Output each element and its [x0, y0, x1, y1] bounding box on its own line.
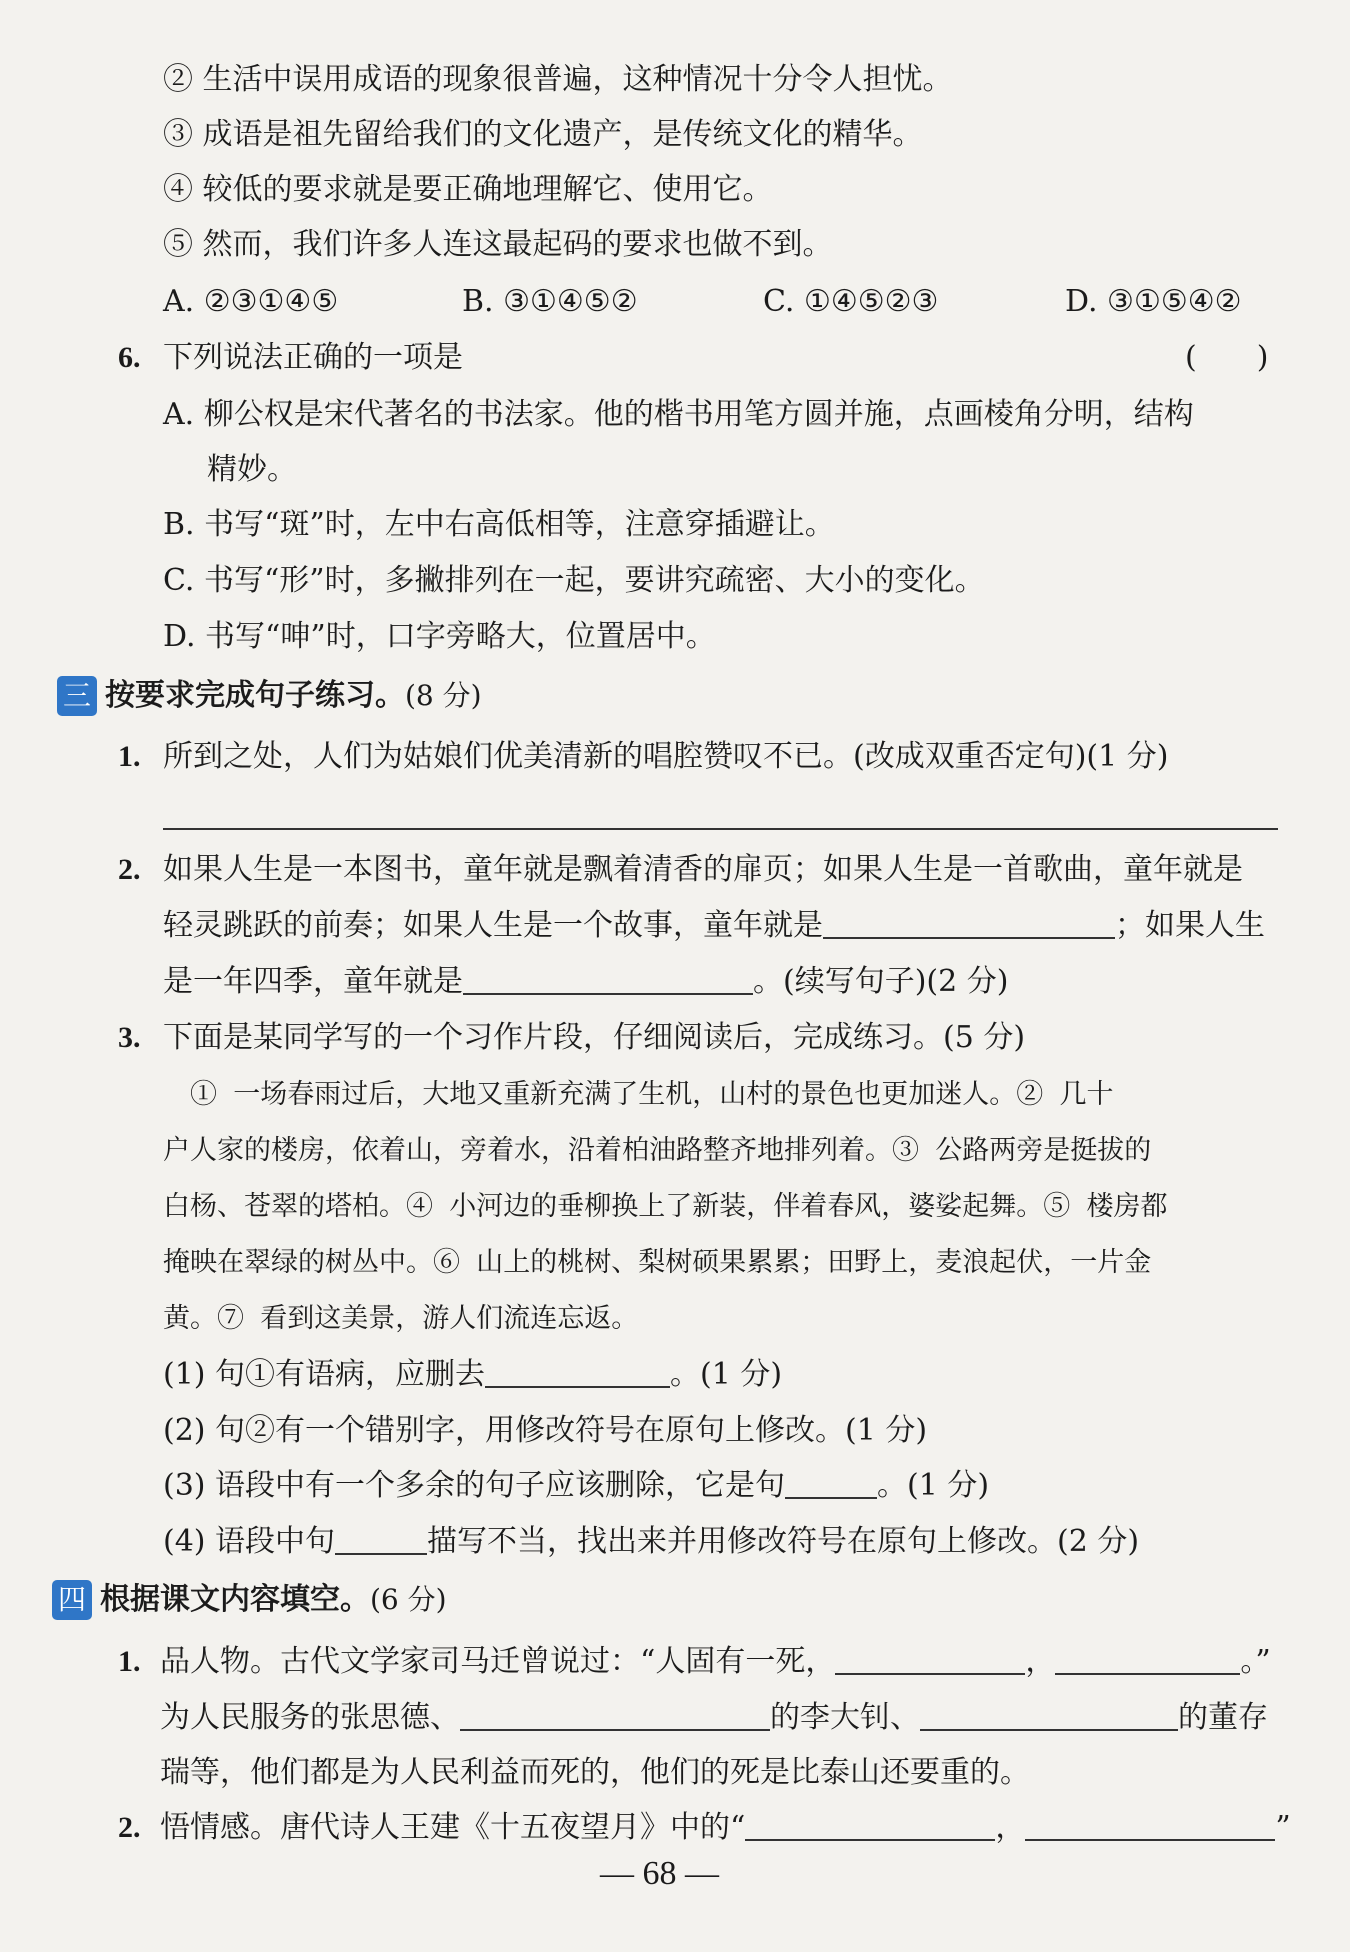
- section-4-score: (6 分): [370, 1583, 447, 1616]
- s3-q2-line3: 是一年四季，童年就是 。(续写句子)(2 分): [163, 964, 1009, 999]
- s4-q2-blank-2[interactable]: [1025, 1809, 1275, 1841]
- s3-q3-stem: 下面是某同学写的一个习作片段，仔细阅读后，完成练习。(5 分): [163, 1020, 1026, 1055]
- q6-number: 6.: [118, 341, 141, 374]
- q5-item-5: ⑤ 然而，我们许多人连这最起码的要求也做不到。: [163, 227, 833, 262]
- s3-q3-passage-line: 黄。⑦ 看到这美景，游人们流连忘返。: [163, 1303, 639, 1334]
- s4-q1-number: 1.: [118, 1645, 141, 1678]
- s4-q1-blank-3[interactable]: [460, 1699, 770, 1731]
- s4-q1-blank-1[interactable]: [835, 1643, 1025, 1675]
- s3-q3-passage-line: 掩映在翠绿的树丛中。⑥ 山上的桃树、梨树硕果累累；田野上，麦浪起伏，一片金: [163, 1247, 1152, 1278]
- s3-q2-blank-2[interactable]: [463, 963, 753, 995]
- q6-option-c: C. 书写“形”时，多撇排列在一起，要讲究疏密、大小的变化。: [163, 563, 985, 598]
- s3-q1-answer-line[interactable]: [163, 828, 1278, 830]
- q5-item-3: ③ 成语是祖先留给我们的文化遗产，是传统文化的精华。: [163, 117, 923, 152]
- section-4-title: 根据课文内容填空。: [100, 1582, 370, 1617]
- s4-q2-number: 2.: [118, 1811, 141, 1844]
- s3-q3-sub3-blank[interactable]: [785, 1467, 877, 1499]
- s4-q1-blank-4[interactable]: [920, 1699, 1178, 1731]
- s3-q3-passage-line: 白杨、苍翠的塔柏。④ 小河边的垂柳换上了新装，伴着春风，婆娑起舞。⑤ 楼房都: [163, 1191, 1168, 1222]
- s3-q2-line2: 轻灵跳跃的前奏；如果人生是一个故事，童年就是 ；如果人生: [163, 908, 1265, 943]
- q5-item-2: ② 生活中误用成语的现象很普遍，这种情况十分令人担忧。: [163, 62, 953, 97]
- q5-option-b: B. ③①④⑤②: [462, 284, 638, 319]
- s4-q1-blank-2[interactable]: [1055, 1643, 1240, 1675]
- s3-q1-number: 1.: [118, 740, 141, 773]
- s3-q3-sub1-blank[interactable]: [485, 1356, 670, 1388]
- q6-option-b: B. 书写“斑”时，左中右高低相等，注意穿插避让。: [163, 507, 835, 542]
- section-4-header: [52, 1580, 447, 1620]
- s3-q2-blank-1[interactable]: [823, 907, 1115, 939]
- s3-q2-line1: 如果人生是一本图书，童年就是飘着清香的扉页；如果人生是一首歌曲，童年就是: [163, 852, 1243, 887]
- section-3-score: (8 分): [405, 679, 482, 712]
- s4-q1-line1: 品人物。古代文学家司马迁曾说过：“人固有一死， ， 。”: [160, 1644, 1271, 1679]
- page-number: — 68 —: [600, 1855, 719, 1892]
- s3-q3-sub1: (1) 句①有语病，应删去 。(1 分): [163, 1357, 783, 1392]
- section-3-header: [57, 676, 482, 716]
- s4-q2-line: 悟情感。唐代诗人王建《十五夜望月》中的“ ， ”: [160, 1810, 1291, 1845]
- q6-option-a-cont: 精妙。: [207, 452, 297, 487]
- s3-q3-number: 3.: [118, 1021, 141, 1054]
- s3-q3-passage-line: 户人家的楼房，依着山，旁着水，沿着柏油路整齐地排列着。③ 公路两旁是挺拔的: [163, 1135, 1152, 1166]
- q5-option-c: C. ①④⑤②③: [763, 284, 939, 319]
- q5-option-d: D. ③①⑤④②: [1065, 284, 1242, 319]
- s4-q2-blank-1[interactable]: [745, 1809, 995, 1841]
- s3-q2-number: 2.: [118, 853, 141, 886]
- q6-stem: 下列说法正确的一项是: [163, 340, 463, 375]
- q5-option-a: A. ②③①④⑤: [163, 284, 339, 319]
- s3-q3-sub4-blank[interactable]: [335, 1523, 427, 1555]
- s3-q3-sub3: (3) 语段中有一个多余的句子应该删除，它是句 。(1 分): [163, 1468, 990, 1503]
- s3-q3-passage-line: ① 一场春雨过后，大地又重新充满了生机，山村的景色也更加迷人。② 几十: [163, 1079, 1114, 1110]
- q6-option-a: A. 柳公权是宋代著名的书法家。他的楷书用笔方圆并施，点画棱角分明，结构: [163, 397, 1194, 432]
- s3-q3-sub4: (4) 语段中句 描写不当，找出来并用修改符号在原句上修改。(2 分): [163, 1524, 1140, 1559]
- q5-item-4: ④ 较低的要求就是要正确地理解它、使用它。: [163, 172, 773, 207]
- section-4-badge: 四: [52, 1580, 92, 1620]
- section-3-badge: 三: [57, 676, 97, 716]
- q6-option-d: D. 书写“呻”时，口字旁略大，位置居中。: [163, 619, 716, 654]
- s3-q3-sub2: (2) 句②有一个错别字，用修改符号在原句上修改。(1 分): [163, 1413, 928, 1448]
- s3-q1-text: 所到之处，人们为姑娘们优美清新的唱腔赞叹不已。(改成双重否定句)(1 分): [163, 739, 1169, 774]
- section-3-title: 按要求完成句子练习。: [105, 678, 405, 713]
- q6-answer-paren[interactable]: ( ): [1185, 340, 1269, 375]
- s4-q1-line2: 为人民服务的张思德、 的李大钊、 的董存: [160, 1700, 1268, 1735]
- s4-q1-line3: 瑞等，他们都是为人民利益而死的，他们的死是比泰山还要重的。: [160, 1755, 1030, 1790]
